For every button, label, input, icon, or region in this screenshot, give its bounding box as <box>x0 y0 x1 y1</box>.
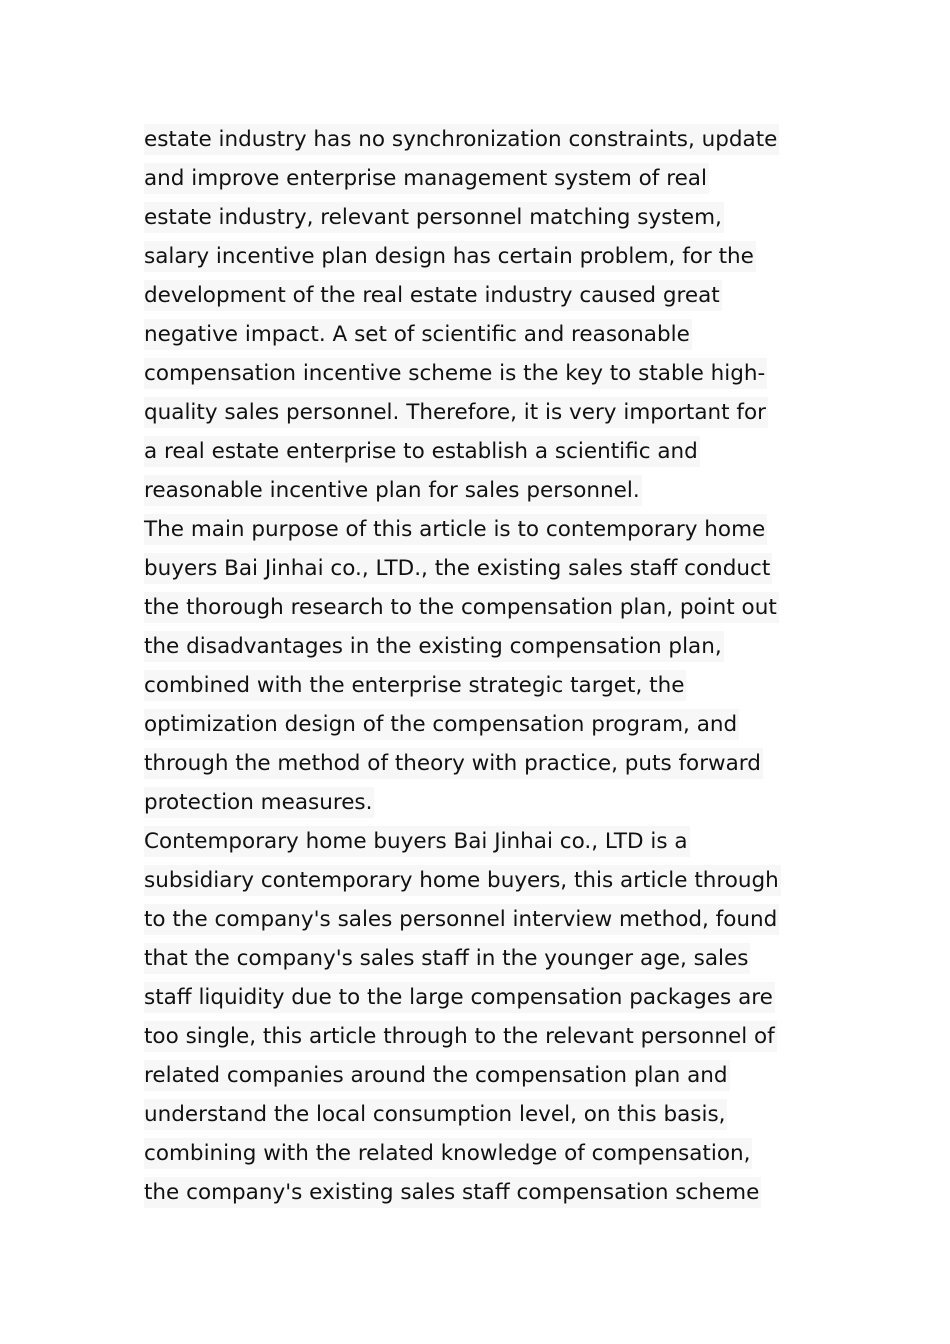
text-line: related companies around the compensation plan and <box>144 1056 824 1095</box>
body-text <box>144 120 824 1212</box>
text-line: combined with the enterprise strategic target, the <box>144 666 824 705</box>
text-line: combining with the related knowledge of compensation, <box>144 1134 824 1173</box>
text-line: through the method of theory with practice, puts forward <box>144 744 824 783</box>
text-line: the company's existing sales staff compensation scheme <box>144 1173 824 1212</box>
text-line: and improve enterprise management system of real <box>144 159 824 198</box>
text-line: buyers Bai Jinhai co., LTD., the existing sales staff conduct <box>144 549 824 588</box>
text-line: understand the local consumption level, on this basis, <box>144 1095 824 1134</box>
text-line: that the company's sales staff in the younger age, sales <box>144 939 824 978</box>
text-line: negative impact. A set of scientific and reasonable <box>144 315 824 354</box>
text-line: to the company's sales personnel interview method, found <box>144 900 824 939</box>
text-line: reasonable incentive plan for sales personnel. <box>144 471 824 510</box>
text-line: estate industry has no synchronization constraints, update <box>144 120 824 159</box>
text-line: quality sales personnel. Therefore, it is very important for <box>144 393 824 432</box>
text-line: too single, this article through to the relevant personnel of <box>144 1017 824 1056</box>
text-line: a real estate enterprise to establish a scientific and <box>144 432 824 471</box>
text-line: the thorough research to the compensation plan, point out <box>144 588 824 627</box>
text-line: Contemporary home buyers Bai Jinhai co., LTD is a <box>144 822 824 861</box>
text-line: The main purpose of this article is to contemporary home <box>144 510 824 549</box>
text-line: protection measures. <box>144 783 824 822</box>
text-line: estate industry, relevant personnel matching system, <box>144 198 824 237</box>
text-line: the disadvantages in the existing compensation plan, <box>144 627 824 666</box>
text-line: salary incentive plan design has certain problem, for the <box>144 237 824 276</box>
text-line: optimization design of the compensation program, and <box>144 705 824 744</box>
text-line: subsidiary contemporary home buyers, this article through <box>144 861 824 900</box>
text-line: compensation incentive scheme is the key to stable high- <box>144 354 824 393</box>
text-line: development of the real estate industry caused great <box>144 276 824 315</box>
text-line: staff liquidity due to the large compensation packages are <box>144 978 824 1017</box>
